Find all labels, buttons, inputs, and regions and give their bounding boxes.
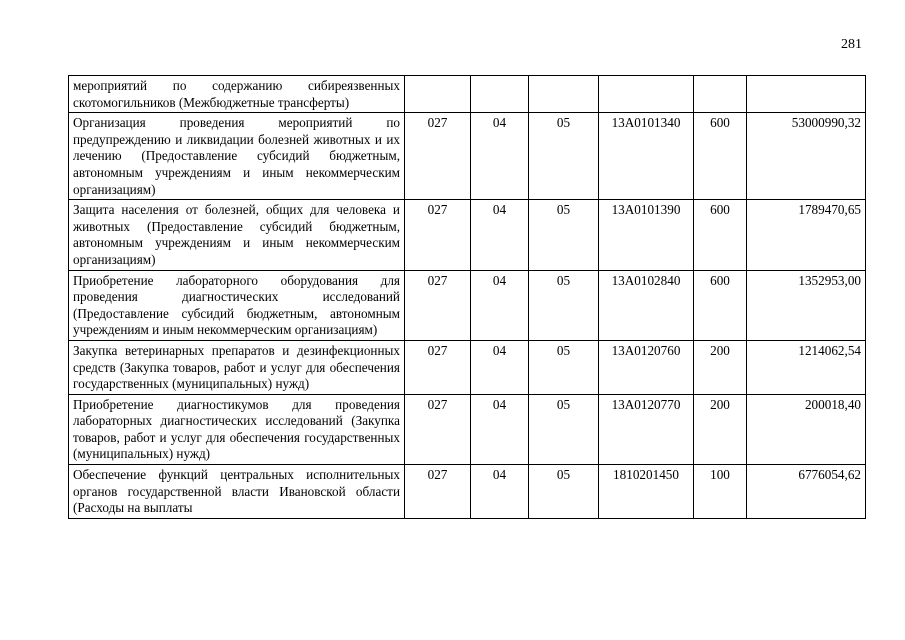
target-code-cell: 13А0101340 [599, 113, 694, 200]
section-code-cell: 04 [471, 200, 529, 270]
row-name-cell: Приобретение лабораторного оборудования для проведения диагностических исследований (Предоставление субсидий бюджетным, автономным учреждениям и иным некоммерческим организациям) [69, 270, 405, 340]
table-row [69, 394, 866, 464]
page-number: 281 [841, 37, 862, 52]
table-row [69, 270, 866, 340]
amount-cell: 1214062,54 [747, 340, 866, 394]
section-code-cell: 04 [471, 270, 529, 340]
expense-type-cell: 200 [694, 340, 747, 394]
amount-cell: 1352953,00 [747, 270, 866, 340]
table-row [69, 340, 866, 394]
target-code-cell [599, 76, 694, 113]
expense-type-cell: 600 [694, 113, 747, 200]
target-code-cell: 13А0120760 [599, 340, 694, 394]
budget-table [68, 75, 866, 519]
expense-type-cell: 200 [694, 394, 747, 464]
expense-type-cell: 100 [694, 465, 747, 519]
section-code-cell: 04 [471, 113, 529, 200]
ministry-code-cell: 027 [405, 200, 471, 270]
section-code-cell: 04 [471, 340, 529, 394]
target-code-cell: 13А0102840 [599, 270, 694, 340]
expense-type-cell [694, 76, 747, 113]
subsection-code-cell: 05 [529, 200, 599, 270]
amount-cell: 53000990,32 [747, 113, 866, 200]
subsection-code-cell: 05 [529, 465, 599, 519]
row-name-cell: Организация проведения мероприятий по предупреждению и ликвидации болезней животных и их лечению (Предоставление субсидий бюджетным, автономным учреждениям и иным некоммерческим организациям) [69, 113, 405, 200]
ministry-code-cell: 027 [405, 394, 471, 464]
table-row [69, 113, 866, 200]
subsection-code-cell: 05 [529, 270, 599, 340]
target-code-cell: 13А0101390 [599, 200, 694, 270]
amount-cell: 6776054,62 [747, 465, 866, 519]
table-row [69, 200, 866, 270]
table-row [69, 465, 866, 519]
target-code-cell: 13А0120770 [599, 394, 694, 464]
amount-cell [747, 76, 866, 113]
section-code-cell: 04 [471, 394, 529, 464]
row-name-cell: Закупка ветеринарных препаратов и дезинфекционных средств (Закупка товаров, работ и услуг для обеспечения государственных (муниципальных) нужд) [69, 340, 405, 394]
section-code-cell [471, 76, 529, 113]
section-code-cell: 04 [471, 465, 529, 519]
row-name-cell: Приобретение диагностикумов для проведения лабораторных диагностических исследований (Закупка товаров, работ и услуг для обеспечения государственных (муниципальных) нужд) [69, 394, 405, 464]
row-name-cell: Защита населения от болезней, общих для человека и животных (Предоставление субсидий бюджетным, автономным учреждениям и иным некоммерческим организациям) [69, 200, 405, 270]
target-code-cell: 1810201450 [599, 465, 694, 519]
expense-type-cell: 600 [694, 200, 747, 270]
table-row [69, 76, 866, 113]
ministry-code-cell [405, 76, 471, 113]
ministry-code-cell: 027 [405, 113, 471, 200]
ministry-code-cell: 027 [405, 340, 471, 394]
row-name-cell: мероприятий по содержанию сибиреязвенных скотомогильников (Межбюджетные трансферты) [69, 76, 405, 113]
ministry-code-cell: 027 [405, 465, 471, 519]
subsection-code-cell [529, 76, 599, 113]
subsection-code-cell: 05 [529, 394, 599, 464]
amount-cell: 200018,40 [747, 394, 866, 464]
row-name-cell: Обеспечение функций центральных исполнительных органов государственной власти Ивановской области (Расходы на выплаты [69, 465, 405, 519]
expense-type-cell: 600 [694, 270, 747, 340]
subsection-code-cell: 05 [529, 113, 599, 200]
ministry-code-cell: 027 [405, 270, 471, 340]
amount-cell: 1789470,65 [747, 200, 866, 270]
subsection-code-cell: 05 [529, 340, 599, 394]
